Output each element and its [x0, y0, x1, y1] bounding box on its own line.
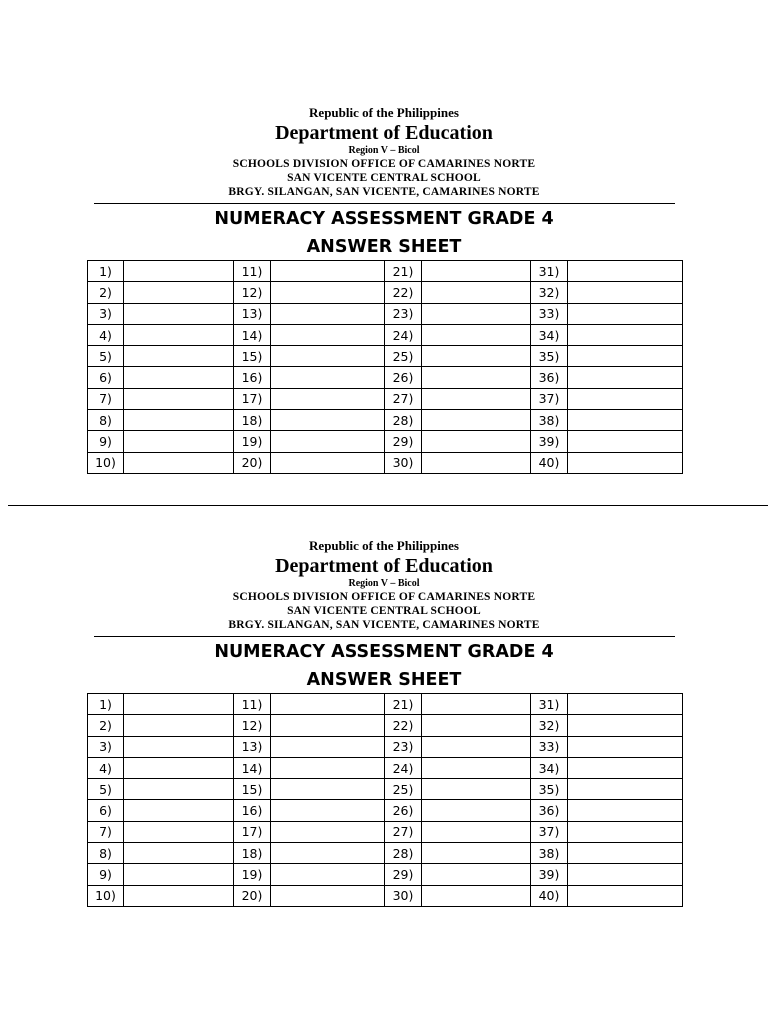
answer-cell[interactable] — [124, 303, 234, 324]
item-number: 16) — [234, 367, 271, 388]
answer-row — [88, 694, 683, 715]
answer-cell[interactable] — [271, 843, 385, 864]
item-number: 36) — [531, 800, 568, 821]
item-number: 35) — [531, 346, 568, 367]
item-number: 4) — [88, 324, 124, 345]
item-number: 20) — [234, 452, 271, 473]
item-number: 1) — [88, 261, 124, 282]
item-number: 27) — [385, 388, 422, 409]
item-number: 24) — [385, 757, 422, 778]
answer-row — [88, 367, 683, 388]
item-number: 5) — [88, 779, 124, 800]
item-number: 39) — [531, 431, 568, 452]
item-number: 7) — [88, 821, 124, 842]
school-text: SAN VICENTE CENTRAL SCHOOL — [287, 605, 481, 617]
item-number: 37) — [531, 821, 568, 842]
division-text: SCHOOLS DIVISION OFFICE OF CAMARINES NORTE — [232, 158, 536, 170]
answer-cell[interactable] — [271, 410, 385, 431]
answer-cell[interactable] — [422, 757, 531, 778]
answer-cell[interactable] — [271, 885, 385, 906]
cut-line — [8, 505, 768, 506]
item-number: 11) — [234, 261, 271, 282]
answer-cell[interactable] — [568, 757, 683, 778]
answer-row — [88, 715, 683, 736]
sheet-subtitle: ANSWER SHEET — [306, 670, 462, 690]
item-number: 9) — [88, 864, 124, 885]
item-number: 21) — [385, 261, 422, 282]
answer-cell[interactable] — [422, 715, 531, 736]
item-number: 3) — [88, 303, 124, 324]
item-number: 33) — [531, 303, 568, 324]
item-number: 13) — [234, 736, 271, 757]
answer-cell[interactable] — [271, 821, 385, 842]
item-number: 8) — [88, 843, 124, 864]
answer-cell[interactable] — [422, 410, 531, 431]
item-number: 31) — [531, 694, 568, 715]
answer-row — [88, 303, 683, 324]
address-text: BRGY. SILANGAN, SAN VICENTE, CAMARINES NORTE — [228, 619, 540, 631]
item-number: 19) — [234, 431, 271, 452]
answer-cell[interactable] — [422, 452, 531, 473]
answer-cell[interactable] — [271, 452, 385, 473]
answer-cell[interactable] — [124, 431, 234, 452]
item-number: 23) — [385, 303, 422, 324]
answer-cell[interactable] — [124, 864, 234, 885]
item-number: 1) — [88, 694, 124, 715]
answer-row — [88, 821, 683, 842]
item-number: 40) — [531, 885, 568, 906]
department-text: Department of Education — [275, 555, 493, 577]
answer-cell[interactable] — [124, 757, 234, 778]
answer-cell[interactable] — [422, 431, 531, 452]
item-number: 9) — [88, 431, 124, 452]
item-number: 4) — [88, 757, 124, 778]
answer-cell[interactable] — [568, 452, 683, 473]
item-number: 18) — [234, 843, 271, 864]
item-number: 25) — [385, 779, 422, 800]
answer-cell[interactable] — [124, 367, 234, 388]
address-text: BRGY. SILANGAN, SAN VICENTE, CAMARINES NORTE — [228, 186, 540, 198]
answer-row — [88, 282, 683, 303]
answer-cell[interactable] — [568, 303, 683, 324]
item-number: 34) — [531, 757, 568, 778]
item-number: 34) — [531, 324, 568, 345]
answer-cell[interactable] — [124, 694, 234, 715]
answer-cell[interactable] — [422, 864, 531, 885]
answer-cell[interactable] — [422, 736, 531, 757]
item-number: 22) — [385, 715, 422, 736]
region-text: Region V – Bicol — [348, 145, 420, 156]
item-number: 21) — [385, 694, 422, 715]
answer-row — [88, 736, 683, 757]
answer-cell[interactable] — [568, 800, 683, 821]
answer-cell[interactable] — [271, 303, 385, 324]
answer-cell[interactable] — [124, 779, 234, 800]
item-number: 20) — [234, 885, 271, 906]
department-text: Department of Education — [275, 122, 493, 144]
answer-row — [88, 885, 683, 906]
item-number: 7) — [88, 388, 124, 409]
answer-row — [88, 410, 683, 431]
answer-row — [88, 757, 683, 778]
answer-cell[interactable] — [124, 843, 234, 864]
item-number: 33) — [531, 736, 568, 757]
item-number: 18) — [234, 410, 271, 431]
answer-cell[interactable] — [124, 800, 234, 821]
answer-cell[interactable] — [568, 261, 683, 282]
answer-cell[interactable] — [271, 715, 385, 736]
item-number: 12) — [234, 715, 271, 736]
answer-cell[interactable] — [422, 388, 531, 409]
answer-row — [88, 779, 683, 800]
item-number: 36) — [531, 367, 568, 388]
answer-cell[interactable] — [568, 736, 683, 757]
item-number: 14) — [234, 324, 271, 345]
answer-cell[interactable] — [271, 800, 385, 821]
answer-cell[interactable] — [422, 821, 531, 842]
answer-cell[interactable] — [271, 694, 385, 715]
sheet-title: NUMERACY ASSESSMENT GRADE 4 — [214, 209, 554, 229]
answer-cell[interactable] — [271, 324, 385, 345]
answer-rows — [88, 694, 683, 907]
item-number: 24) — [385, 324, 422, 345]
answer-sheet-bottom — [0, 537, 768, 904]
item-number: 19) — [234, 864, 271, 885]
answer-row — [88, 864, 683, 885]
answer-row — [88, 452, 683, 473]
answer-cell[interactable] — [124, 821, 234, 842]
item-number: 31) — [531, 261, 568, 282]
sheet-subtitle: ANSWER SHEET — [306, 237, 462, 257]
answer-cell[interactable] — [124, 452, 234, 473]
item-number: 17) — [234, 388, 271, 409]
school-text: SAN VICENTE CENTRAL SCHOOL — [287, 172, 481, 184]
answer-cell[interactable] — [271, 261, 385, 282]
answer-row — [88, 324, 683, 345]
item-number: 38) — [531, 843, 568, 864]
answer-row — [88, 800, 683, 821]
sheet-title: NUMERACY ASSESSMENT GRADE 4 — [214, 642, 554, 662]
answer-cell[interactable] — [568, 431, 683, 452]
item-number: 26) — [385, 367, 422, 388]
answer-cell[interactable] — [568, 367, 683, 388]
item-number: 10) — [88, 885, 124, 906]
answer-cell[interactable] — [422, 694, 531, 715]
item-number: 27) — [385, 821, 422, 842]
answer-cell[interactable] — [124, 388, 234, 409]
item-number: 14) — [234, 757, 271, 778]
answer-cell[interactable] — [568, 885, 683, 906]
letterhead — [0, 537, 768, 632]
answer-cell[interactable] — [271, 757, 385, 778]
answer-cell[interactable] — [422, 885, 531, 906]
item-number: 25) — [385, 346, 422, 367]
item-number: 28) — [385, 843, 422, 864]
item-number: 2) — [88, 282, 124, 303]
item-number: 17) — [234, 821, 271, 842]
answer-table — [87, 260, 683, 474]
item-number: 29) — [385, 431, 422, 452]
division-text: SCHOOLS DIVISION OFFICE OF CAMARINES NORTE — [232, 591, 536, 603]
item-number: 8) — [88, 410, 124, 431]
answer-cell[interactable] — [271, 736, 385, 757]
answer-cell[interactable] — [568, 843, 683, 864]
answer-cell[interactable] — [422, 800, 531, 821]
answer-cell[interactable] — [422, 346, 531, 367]
answer-sheet-top — [0, 104, 768, 471]
answer-cell[interactable] — [124, 324, 234, 345]
item-number: 23) — [385, 736, 422, 757]
item-number: 6) — [88, 367, 124, 388]
item-number: 28) — [385, 410, 422, 431]
item-number: 38) — [531, 410, 568, 431]
item-number: 2) — [88, 715, 124, 736]
answer-cell[interactable] — [124, 736, 234, 757]
answer-cell[interactable] — [271, 864, 385, 885]
answer-cell[interactable] — [568, 715, 683, 736]
header-divider — [94, 636, 675, 637]
item-number: 39) — [531, 864, 568, 885]
answer-cell[interactable] — [422, 367, 531, 388]
item-number: 30) — [385, 452, 422, 473]
item-number: 16) — [234, 800, 271, 821]
answer-row — [88, 843, 683, 864]
answer-cell[interactable] — [422, 324, 531, 345]
item-number: 32) — [531, 715, 568, 736]
item-number: 3) — [88, 736, 124, 757]
answer-cell[interactable] — [568, 694, 683, 715]
header-divider — [94, 203, 675, 204]
answer-cell[interactable] — [422, 303, 531, 324]
item-number: 29) — [385, 864, 422, 885]
answer-cell[interactable] — [568, 864, 683, 885]
answer-cell[interactable] — [568, 324, 683, 345]
answer-cell[interactable] — [568, 821, 683, 842]
answer-cell[interactable] — [124, 282, 234, 303]
answer-cell[interactable] — [271, 431, 385, 452]
answer-cell[interactable] — [271, 346, 385, 367]
answer-row — [88, 431, 683, 452]
answer-cell[interactable] — [124, 346, 234, 367]
answer-cell[interactable] — [568, 388, 683, 409]
answer-cell[interactable] — [422, 843, 531, 864]
answer-cell[interactable] — [271, 367, 385, 388]
item-number: 10) — [88, 452, 124, 473]
item-number: 13) — [234, 303, 271, 324]
answer-cell[interactable] — [422, 779, 531, 800]
answer-cell[interactable] — [568, 346, 683, 367]
answer-table — [87, 693, 683, 907]
answer-cell[interactable] — [124, 261, 234, 282]
answer-cell[interactable] — [124, 715, 234, 736]
item-number: 5) — [88, 346, 124, 367]
answer-cell[interactable] — [124, 885, 234, 906]
answer-cell[interactable] — [271, 282, 385, 303]
republic-text: Republic of the Philippines — [309, 105, 459, 120]
answer-rows — [88, 261, 683, 474]
answer-cell[interactable] — [568, 282, 683, 303]
item-number: 15) — [234, 779, 271, 800]
item-number: 30) — [385, 885, 422, 906]
answer-cell[interactable] — [124, 410, 234, 431]
answer-cell[interactable] — [271, 388, 385, 409]
item-number: 26) — [385, 800, 422, 821]
republic-text: Republic of the Philippines — [309, 538, 459, 553]
answer-cell[interactable] — [422, 261, 531, 282]
item-number: 32) — [531, 282, 568, 303]
answer-row — [88, 261, 683, 282]
item-number: 40) — [531, 452, 568, 473]
item-number: 37) — [531, 388, 568, 409]
item-number: 22) — [385, 282, 422, 303]
answer-cell[interactable] — [271, 779, 385, 800]
item-number: 15) — [234, 346, 271, 367]
item-number: 12) — [234, 282, 271, 303]
answer-row — [88, 388, 683, 409]
region-text: Region V – Bicol — [348, 578, 420, 589]
answer-cell[interactable] — [568, 779, 683, 800]
item-number: 11) — [234, 694, 271, 715]
answer-cell[interactable] — [568, 410, 683, 431]
answer-row — [88, 346, 683, 367]
answer-cell[interactable] — [422, 282, 531, 303]
letterhead — [0, 104, 768, 199]
item-number: 35) — [531, 779, 568, 800]
item-number: 6) — [88, 800, 124, 821]
